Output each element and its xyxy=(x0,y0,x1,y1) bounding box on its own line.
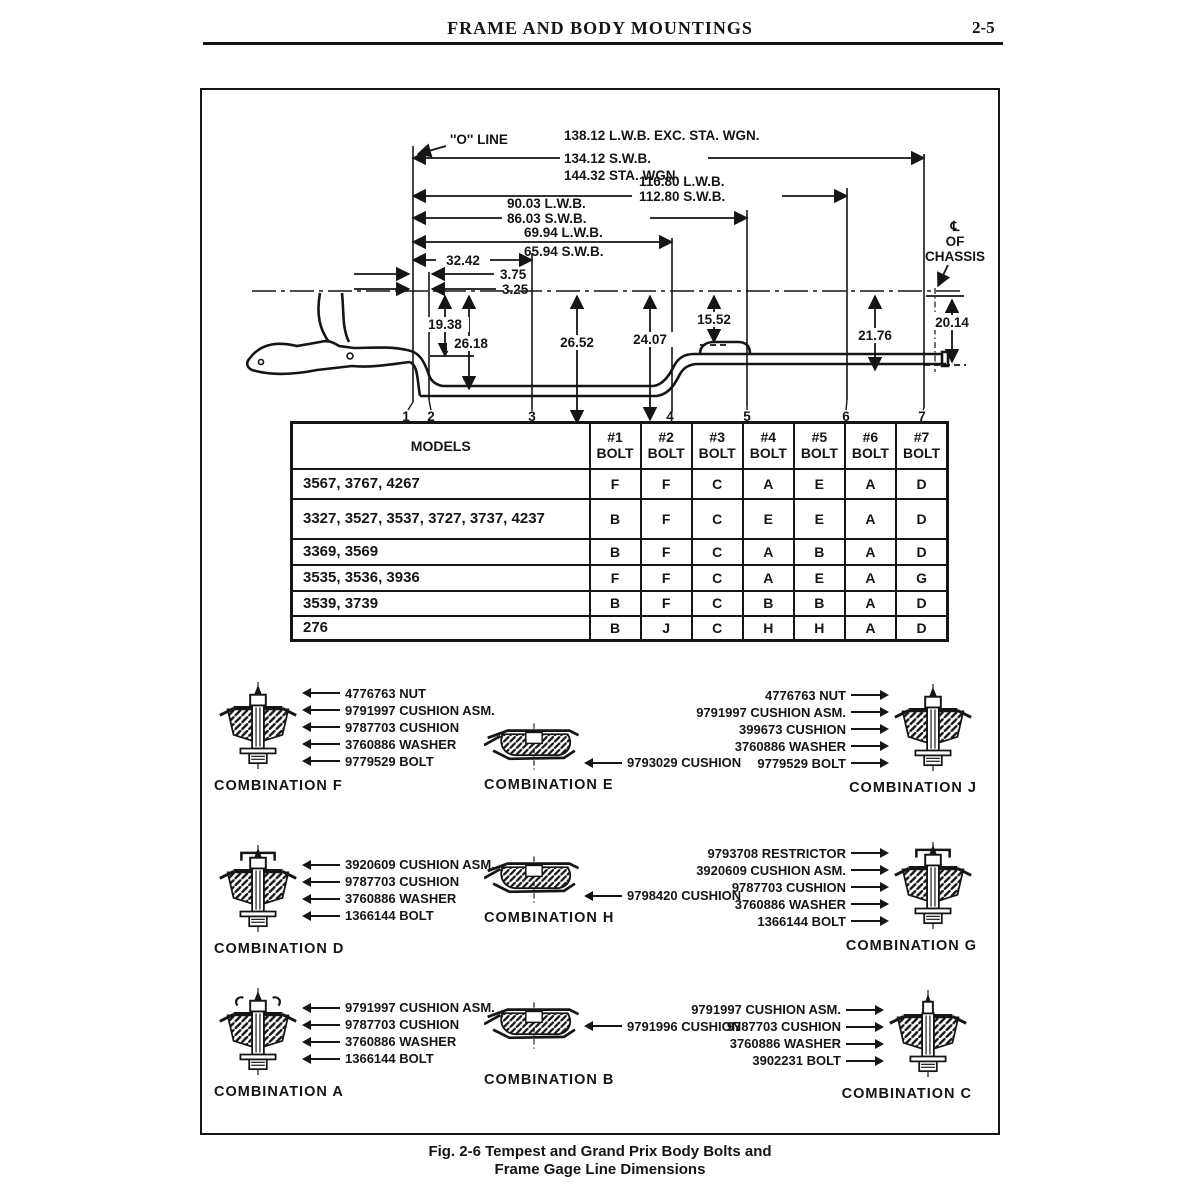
combination-label: COMBINATION A xyxy=(214,1084,344,1100)
leader-arrow-icon xyxy=(302,1054,340,1064)
figure-caption xyxy=(0,1143,1200,1179)
dim-19-38: 19.38 xyxy=(428,317,462,332)
dim-3-25: 3.25 xyxy=(502,282,529,297)
bolt3-header: #3 BOLT xyxy=(692,423,743,469)
part-label-row: 3760886 WASHER xyxy=(634,1035,884,1052)
table-row: 3567, 3767, 4267 F F C A E A D xyxy=(292,469,948,499)
combination-label: COMBINATION F xyxy=(214,778,343,794)
dim-20-14: 20.14 xyxy=(935,315,969,330)
part-label-row: 3760886 WASHER xyxy=(622,896,889,913)
leader-arrow-icon xyxy=(302,877,340,887)
leader-arrow-icon xyxy=(851,707,889,717)
part-label-row: 3920609 CUSHION ASM. xyxy=(622,862,889,879)
cushion-cross-section-icon xyxy=(484,1002,584,1050)
leader-arrow-icon xyxy=(302,756,340,766)
page-number: 2-5 xyxy=(972,18,995,37)
bolt5-header: #5 BOLT xyxy=(794,423,845,469)
table-row: 3327, 3527, 3537, 3727, 3737, 4237 B F C E E A D xyxy=(292,499,948,539)
part-label-row: 9791997 CUSHION ASM. xyxy=(302,702,495,719)
centerline-symbol: ℄ xyxy=(950,219,960,234)
part-label-row: 3902231 BOLT xyxy=(634,1052,884,1069)
part-label-row: 9791996 CUSHION xyxy=(584,1018,741,1035)
leader-arrow-icon xyxy=(851,758,889,768)
leader-arrow-icon xyxy=(584,758,622,768)
bolt4-header: #4 BOLT xyxy=(743,423,794,469)
part-label-row: 9787703 CUSHION xyxy=(302,1016,495,1033)
part-label-row: 4776763 NUT xyxy=(634,687,889,704)
marker-4: 4 xyxy=(666,409,674,422)
bolt7-header: #7 BOLT xyxy=(896,423,948,469)
dim-138: 138.12 L.W.B. EXC. STA. WGN. xyxy=(564,128,760,143)
caption-line-1: Fig. 2-6 Tempest and Grand Prix Body Bolts and xyxy=(428,1143,772,1160)
dim-26-18: 26.18 xyxy=(454,336,488,351)
header-rule xyxy=(203,42,1003,45)
leader-arrow-icon xyxy=(851,899,889,909)
leader-arrow-icon xyxy=(302,1037,340,1047)
combination-label: COMBINATION H xyxy=(484,910,615,926)
leader-arrow-icon xyxy=(584,1021,622,1031)
leader-arrow-icon xyxy=(302,911,340,921)
part-label-row: 9793029 CUSHION xyxy=(584,754,741,771)
part-label-row: 9787703 CUSHION xyxy=(302,873,495,890)
dim-32: 32.42 xyxy=(446,253,480,268)
leader-arrow-icon xyxy=(851,848,889,858)
part-label-row: 9791997 CUSHION ASM. xyxy=(634,1001,884,1018)
centerline-of: OF xyxy=(945,234,965,249)
leader-arrow-icon xyxy=(851,865,889,875)
figure-border-box xyxy=(200,88,1000,1135)
dim-86: 86.03 S.W.B. xyxy=(507,211,587,226)
leader-arrow-icon xyxy=(851,741,889,751)
part-label-row: 3760886 WASHER xyxy=(634,738,889,755)
part-label-row: 4776763 NUT xyxy=(302,685,495,702)
leader-arrow-icon xyxy=(846,1022,884,1032)
table-row: 3369, 3569 B F C A B A D xyxy=(292,539,948,565)
marker-6: 6 xyxy=(842,409,850,422)
combination-label: COMBINATION E xyxy=(484,777,614,793)
dim-69: 69.94 L.W.B. xyxy=(524,225,603,240)
leader-arrow-icon xyxy=(302,722,340,732)
bolt6-header: #6 BOLT xyxy=(845,423,896,469)
marker-2: 2 xyxy=(427,409,435,422)
leader-arrow-icon xyxy=(302,1003,340,1013)
combination-f xyxy=(214,682,495,794)
marker-1: 1 xyxy=(402,409,410,422)
marker-5: 5 xyxy=(743,409,751,422)
combination-g xyxy=(622,842,977,954)
h-dim-labels xyxy=(436,128,760,297)
models-header: MODELS xyxy=(292,423,590,469)
part-label-row: 9793708 RESTRICTOR xyxy=(622,845,889,862)
mount-cross-section-icon xyxy=(889,684,977,774)
centerline-chassis: CHASSIS xyxy=(924,249,986,264)
leader-arrow-icon xyxy=(302,688,340,698)
mount-cross-section-icon xyxy=(214,845,302,935)
table-row: 3539, 3739 B F C B B A D xyxy=(292,591,948,616)
cushion-cross-section-icon xyxy=(484,723,584,771)
cushion-cross-section-icon xyxy=(484,856,584,904)
dim-3-75: 3.75 xyxy=(500,267,527,282)
marker-7: 7 xyxy=(918,409,926,422)
dim-144: 144.32 STA. WGN. xyxy=(564,168,680,183)
leader-arrow-icon xyxy=(584,891,622,901)
bolt-combination-table xyxy=(290,421,949,642)
part-label-row: 399673 CUSHION xyxy=(634,721,889,738)
dim-21-76: 21.76 xyxy=(858,328,892,343)
combination-j xyxy=(634,684,977,796)
part-label-row: 9787703 CUSHION xyxy=(622,879,889,896)
dim-15-52: 15.52 xyxy=(697,312,731,327)
dim-112: 112.80 S.W.B. xyxy=(639,189,726,204)
mount-cross-section-icon xyxy=(214,988,302,1078)
leader-arrow-icon xyxy=(302,705,340,715)
leader-arrow-icon xyxy=(846,1056,884,1066)
bolt1-header: #1 BOLT xyxy=(590,423,641,469)
part-label-row: 1366144 BOLT xyxy=(302,1050,495,1067)
caption-line-2: Frame Gage Line Dimensions xyxy=(494,1161,706,1178)
table-row: 3535, 3536, 3936 F F C A E A G xyxy=(292,565,948,591)
combination-label: COMBINATION G xyxy=(845,938,977,954)
dim-90: 90.03 L.W.B. xyxy=(507,196,586,211)
leader-arrow-icon xyxy=(302,894,340,904)
combination-label: COMBINATION D xyxy=(214,941,345,957)
centerline-note xyxy=(925,219,985,286)
part-label-row: 3920609 CUSHION ASM. xyxy=(302,856,495,873)
table-header-row xyxy=(292,423,948,469)
part-label-row: 9798420 CUSHION xyxy=(584,887,741,904)
o-line-leader xyxy=(418,146,446,154)
part-label-row: 9791997 CUSHION ASM. xyxy=(634,704,889,721)
mount-cross-section-icon xyxy=(889,842,977,932)
dim-24-07: 24.07 xyxy=(633,332,667,347)
leader-arrow-icon xyxy=(851,882,889,892)
combination-c xyxy=(634,990,972,1102)
part-label-row: 3760886 WASHER xyxy=(302,1033,495,1050)
leader-arrow-icon xyxy=(302,739,340,749)
leader-arrow-icon xyxy=(302,860,340,870)
mount-cross-section-icon xyxy=(884,990,972,1080)
part-label-row: 9791997 CUSHION ASM. xyxy=(302,999,495,1016)
leader-arrow-icon xyxy=(846,1005,884,1015)
part-label-row: 9779529 BOLT xyxy=(634,755,889,772)
combination-d xyxy=(214,845,495,957)
part-label-row: 3760886 WASHER xyxy=(302,736,495,753)
combination-label: COMBINATION B xyxy=(484,1072,615,1088)
leader-arrow-icon xyxy=(302,1020,340,1030)
part-label-row: 1366144 BOLT xyxy=(622,913,889,930)
part-label-row: 9787703 CUSHION xyxy=(634,1018,884,1035)
o-line-label: ''O'' LINE xyxy=(450,132,508,147)
part-label-row: 9779529 BOLT xyxy=(302,753,495,770)
dim-65: 65.94 S.W.B. xyxy=(524,244,604,259)
page-title: FRAME AND BODY MOUNTINGS xyxy=(447,18,753,38)
bolt2-header: #2 BOLT xyxy=(641,423,692,469)
v-dim-labels xyxy=(421,312,976,351)
dim-116: 116.80 L.W.B. xyxy=(639,174,725,189)
table-row: 276 B J C H H A D xyxy=(292,616,948,641)
marker-3: 3 xyxy=(528,409,536,422)
dim-26-52: 26.52 xyxy=(560,335,594,350)
leader-arrow-icon xyxy=(851,690,889,700)
leader-arrow-icon xyxy=(846,1039,884,1049)
dim-134: 134.12 S.W.B. xyxy=(564,151,652,166)
part-label-row: 1366144 BOLT xyxy=(302,907,495,924)
part-label-row: 9787703 CUSHION xyxy=(302,719,495,736)
leader-arrow-icon xyxy=(851,916,889,926)
part-label-row: 3760886 WASHER xyxy=(302,890,495,907)
combination-label: COMBINATION J xyxy=(849,780,977,796)
combination-label: COMBINATION C xyxy=(841,1086,972,1102)
mount-cross-section-icon xyxy=(214,682,302,772)
leader-arrow-icon xyxy=(851,724,889,734)
combination-a xyxy=(214,988,495,1100)
frame-dimension-diagram xyxy=(202,90,998,422)
